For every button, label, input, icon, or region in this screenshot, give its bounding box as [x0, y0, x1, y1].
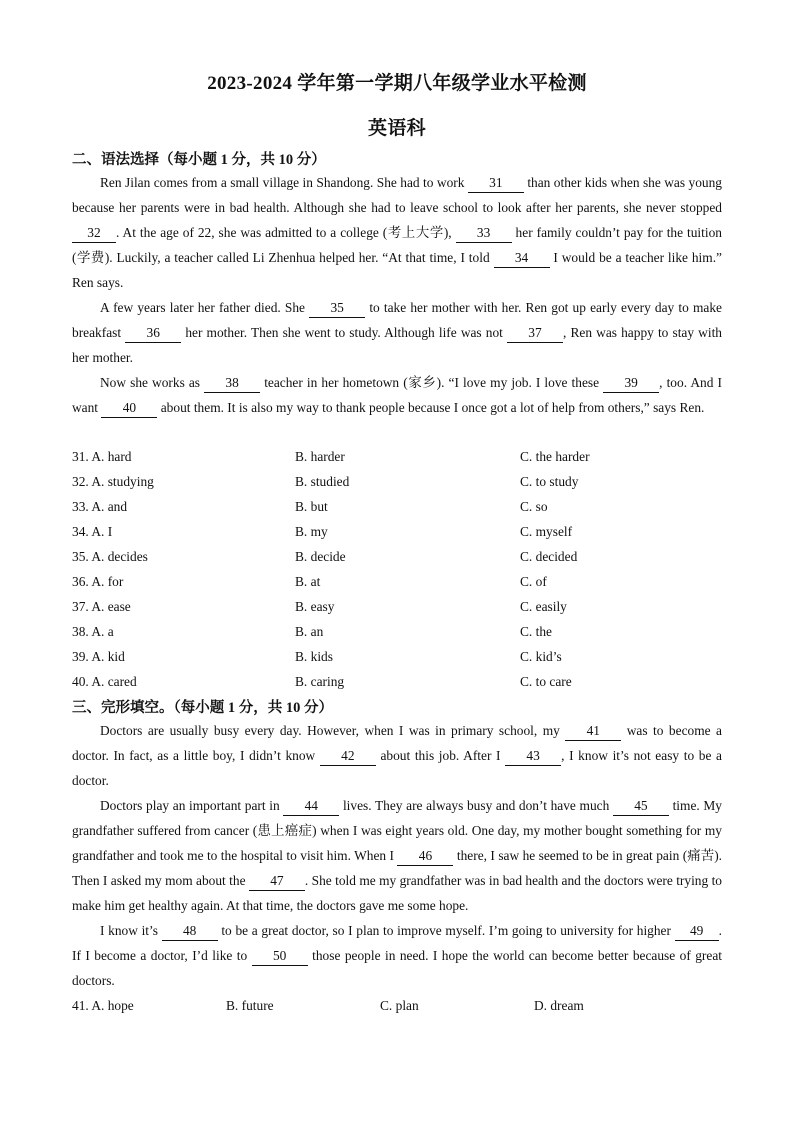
blank-36[interactable]: 36	[125, 324, 181, 343]
exam-title: 2023-2024 学年第一学期八年级学业水平检测	[207, 73, 587, 94]
blank-39[interactable]: 39	[603, 374, 659, 393]
options-row	[72, 569, 722, 594]
blank-50[interactable]: 50	[252, 947, 308, 966]
passage-2-paragraph-1: Doctors are usually busy every day. However, when I was in primary school, my 41 was to become a doctor. In fact, as a little boy, I didn’t know 42 about this job. After I 43 , I know it’s not easy to be a doctor.	[72, 723, 722, 788]
blank-46[interactable]: 46	[397, 847, 453, 866]
blank-38[interactable]: 38	[204, 374, 260, 393]
options-row	[72, 594, 722, 619]
option-b[interactable]: B. future	[226, 998, 274, 1013]
option-b[interactable]: B. caring	[295, 674, 345, 689]
options-row	[72, 619, 722, 644]
option-a[interactable]: 35. A. decides	[72, 549, 148, 564]
option-a[interactable]: 38. A. a	[72, 624, 114, 639]
option-d[interactable]: D. dream	[534, 998, 584, 1013]
option-c[interactable]: C. of	[520, 574, 547, 589]
option-b[interactable]: B. kids	[295, 649, 333, 664]
option-c[interactable]: C. myself	[520, 524, 573, 539]
option-b[interactable]: B. easy	[295, 599, 335, 614]
option-c[interactable]: C. the harder	[520, 449, 590, 464]
blank-42[interactable]: 42	[320, 747, 376, 766]
blank-31[interactable]: 31	[468, 174, 524, 193]
section-3-heading: 三、完形填空。（每小题 1 分，共 10 分）	[72, 700, 333, 716]
subject-title: 英语科	[368, 118, 426, 139]
blank-47[interactable]: 47	[249, 872, 305, 891]
options-row	[72, 544, 722, 569]
passage-1-paragraph-3: Now she works as 38 teacher in her hometown (家乡). “I love my job. I love these 39 , too. And I want 40 about them. It is also my way to thank people because I once got a lot of help from others,” says Ren.	[72, 370, 722, 420]
option-b[interactable]: B. an	[295, 624, 324, 639]
option-b[interactable]: B. but	[295, 499, 328, 514]
option-b[interactable]: B. at	[295, 574, 321, 589]
blank-32[interactable]: 32	[72, 224, 116, 243]
options-row	[72, 469, 722, 494]
option-a[interactable]: 39. A. kid	[72, 649, 125, 664]
option-c[interactable]: C. decided	[520, 549, 578, 564]
options-row	[72, 444, 722, 469]
option-c[interactable]: C. to study	[520, 474, 579, 489]
passage-1-paragraph-1: Ren Jilan comes from a small village in Shandong. She had to work 31 than other kids when she was young because her parents were in bad health. Although she had to leave school to look after her parents, she never stopped 32 . At the age of 22, she was admitted to a college (考上大学), 33 her family couldn’t pay for the tuition (学费). Luckily, a teacher called Li Zhenhua helped her. “At that time, I told 34 I would be a teacher like him.” Ren says.	[72, 175, 722, 290]
option-a[interactable]: 32. A. studying	[72, 474, 154, 489]
passage-2-paragraph-2: Doctors play an important part in 44 lives. They are always busy and don’t have much 45 time. My grandfather suffered from cancer (患上癌症) when I was eight years old. One day, my mother bought something for my grandfather and took me to the hospital to visit him. When I 46 there, I saw he seemed to be in great pain (痛苦). Then I asked my mom about the 47 . She told me my grandfather was in bad health and the doctors were trying to make him get healthy again. At that time, the doctors gave me some hope.	[72, 798, 722, 913]
blank-45[interactable]: 45	[613, 797, 669, 816]
options-row	[72, 519, 722, 544]
option-a[interactable]: 34. A. I	[72, 524, 113, 539]
options-row-41	[72, 993, 722, 1018]
blank-49[interactable]: 49	[675, 922, 719, 941]
option-c[interactable]: C. to care	[520, 674, 572, 689]
options-row	[72, 644, 722, 669]
section-2-heading: 二、语法选择（每小题 1 分，共 10 分）	[72, 152, 326, 168]
blank-44[interactable]: 44	[283, 797, 339, 816]
option-c[interactable]: C. easily	[520, 599, 567, 614]
blank-33[interactable]: 33	[456, 224, 512, 243]
passage-1-paragraph-2: A few years later her father died. She 35 to take her mother with her. Ren got up early every day to make breakfast 36 her mother. Then she went to study. Although life was not 37 , Ren was happy to stay with her mother.	[72, 300, 722, 365]
option-c[interactable]: C. the	[520, 624, 552, 639]
option-a[interactable]: 41. A. hope	[72, 998, 134, 1013]
option-c[interactable]: C. plan	[380, 998, 419, 1013]
option-a[interactable]: 31. A. hard	[72, 449, 132, 464]
blank-35[interactable]: 35	[309, 299, 365, 318]
option-a[interactable]: 37. A. ease	[72, 599, 131, 614]
options-row	[72, 494, 722, 519]
option-a[interactable]: 36. A. for	[72, 574, 124, 589]
passage-2-paragraph-3: I know it’s 48 to be a great doctor, so I plan to improve myself. I’m going to university for higher 49 . If I become a doctor, I’d like to 50 those people in need. I hope the world can become better because of great doctors.	[72, 923, 723, 988]
option-a[interactable]: 40. A. cared	[72, 674, 137, 689]
blank-34[interactable]: 34	[494, 249, 550, 268]
blank-48[interactable]: 48	[162, 922, 218, 941]
option-c[interactable]: C. so	[520, 499, 548, 514]
option-a[interactable]: 33. A. and	[72, 499, 128, 514]
option-b[interactable]: B. studied	[295, 474, 350, 489]
blank-37[interactable]: 37	[507, 324, 563, 343]
options-row	[72, 669, 722, 694]
option-b[interactable]: B. my	[295, 524, 328, 539]
option-b[interactable]: B. decide	[295, 549, 346, 564]
option-b[interactable]: B. harder	[295, 449, 345, 464]
blank-40[interactable]: 40	[101, 399, 157, 418]
blank-41[interactable]: 41	[565, 722, 621, 741]
blank-43[interactable]: 43	[505, 747, 561, 766]
option-c[interactable]: C. kid’s	[520, 649, 562, 664]
